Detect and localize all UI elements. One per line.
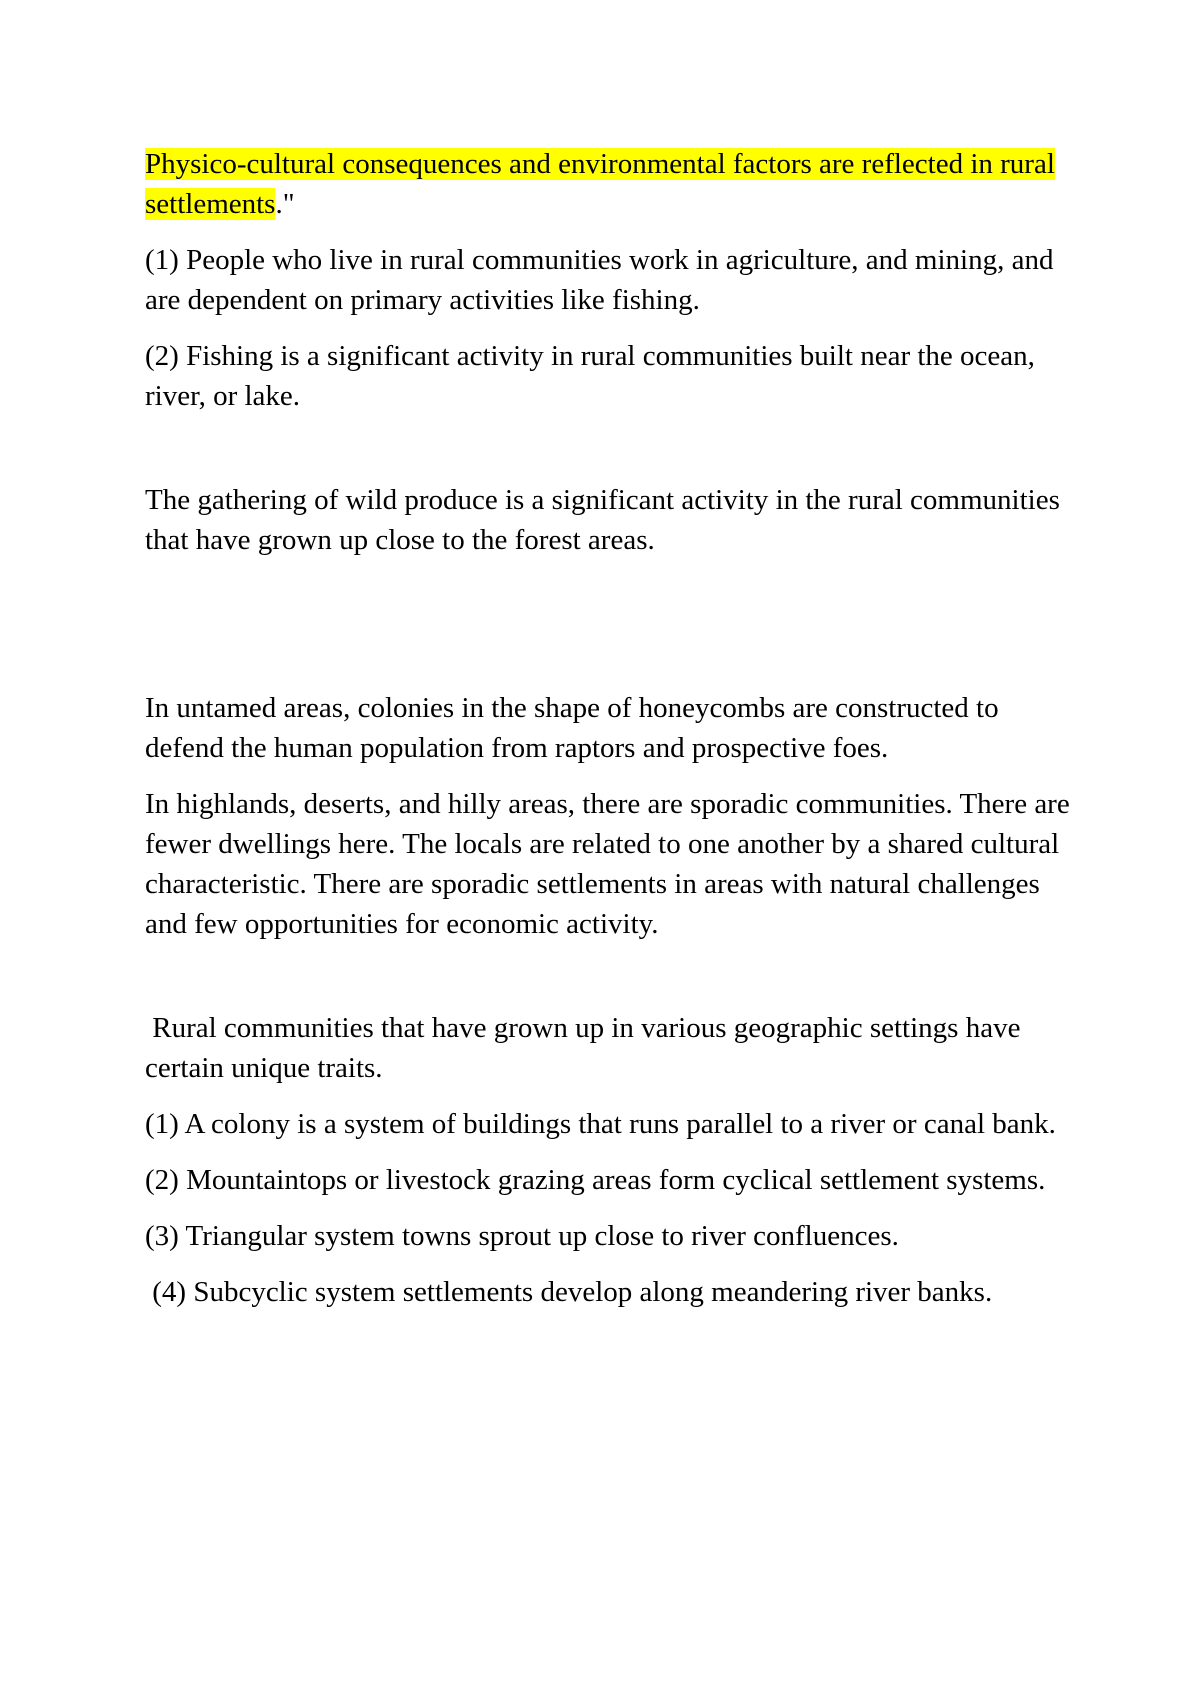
highlighted-text: Physico-cultural consequences and environmental factors are reflected in rural settlements bbox=[145, 148, 1055, 220]
blank-line bbox=[145, 432, 1075, 480]
paragraph-sporadic-communities: In highlands, deserts, and hilly areas, there are sporadic communities. There are fewer dwellings here. The locals are related to one another by a shared cultural characteristic. There are sporadic settlements in areas with natural challenges and few opportunities for economic activity. bbox=[145, 788, 1070, 940]
list-item-colony: (1) A colony is a system of buildings that runs parallel to a river or canal bank. bbox=[145, 1108, 1056, 1140]
list-item-triangular: (3) Triangular system towns sprout up close to river confluences. bbox=[145, 1220, 899, 1252]
paragraph-unique-traits: Rural communities that have grown up in various geographic settings have certain unique traits. bbox=[145, 1012, 1028, 1084]
paragraph-honeycomb-colonies: In untamed areas, colonies in the shape of honeycombs are constructed to defend the human population from raptors and prospective foes. bbox=[145, 692, 999, 764]
intro-tail: ." bbox=[275, 188, 295, 220]
list-item-subcyclic: (4) Subcyclic system settlements develop along meandering river banks. bbox=[145, 1276, 993, 1308]
intro-paragraph bbox=[145, 144, 1075, 224]
paragraph-wild-produce: The gathering of wild produce is a significant activity in the rural communities that have grown up close to the forest areas. bbox=[145, 484, 1060, 556]
paragraph-primary-activities: (1) People who live in rural communities work in agriculture, and mining, and are dependent on primary activities like fishing. bbox=[145, 244, 1054, 316]
blank-line bbox=[145, 576, 1075, 688]
document-body bbox=[145, 144, 1075, 1328]
paragraph-fishing: (2) Fishing is a significant activity in rural communities built near the ocean, river, or lake. bbox=[145, 340, 1035, 412]
list-item-cyclical: (2) Mountaintops or livestock grazing areas form cyclical settlement systems. bbox=[145, 1164, 1046, 1196]
blank-line bbox=[145, 960, 1075, 1008]
